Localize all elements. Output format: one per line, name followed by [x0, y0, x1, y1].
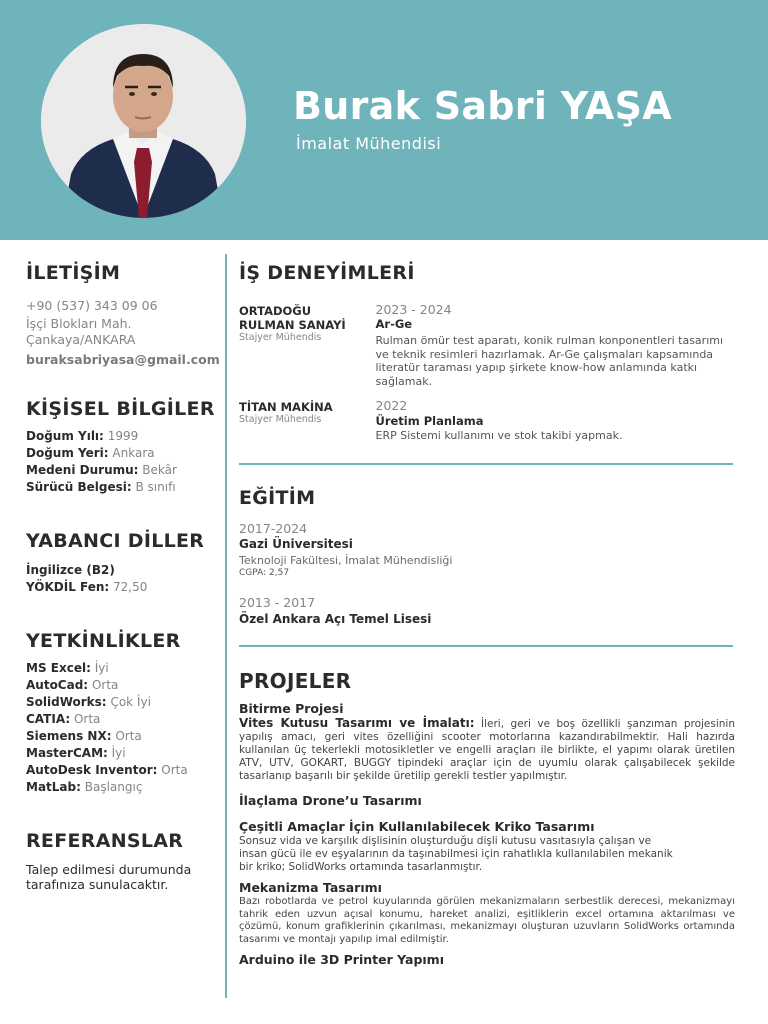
personal-label: Doğum Yılı: [26, 429, 104, 443]
skill-row [26, 762, 218, 779]
profile-photo [41, 24, 246, 218]
skill-label: MasterCAM: [26, 746, 108, 760]
skill-label: SolidWorks: [26, 695, 107, 709]
personal-row [26, 445, 218, 462]
graduation-project-label: Bitirme Projesi [239, 701, 344, 716]
personal-label: Sürücü Belgesi: [26, 480, 132, 494]
gearbox-project-description: İleri, geri ve boş özellikli şanzıman projesinin yapılış amacı, geri vites özelliğini scooter motorlarına kazandırabilmektir. Hali hazırda kullanılan üç tekerlekli motosikletler ve engelli araçları ile birlikte, el yapımı olarak üretilen ATV, UTV, GOKART, BUGGY tipindeki araçlar için de uyumlu olarak çalışabilecek şekilde tasarlanıp başarılı bir şekilde üretilip gerekli testler yapılmıştır. [239, 718, 735, 782]
education-date: 2013 - 2017 [239, 595, 316, 610]
personal-value: Ankara [112, 446, 155, 460]
contact-address-line-2: Çankaya/ANKARA [26, 332, 136, 347]
language-value: 72,50 [113, 580, 148, 594]
skill-label: AutoDesk Inventor: [26, 763, 158, 777]
mechanism-project-description: Bazı robotlarda ve petrol kuyularında görülen mekanizmaların serbestlik derecesi, mekanizmayı tahrik eden uzvun açısal konumu, hareket analizi, eşitliklerin excel ortamına aktarılması ve çözümü, konum grafiklerinin çıkarılması, mekanizmayı oluşturan uzuvların SolidWorks ortamında tasarımı ve montajı yapılıp imal edilmiştir. [239, 896, 735, 945]
education-date: 2017-2024 [239, 520, 308, 536]
gearbox-project-title: Vites Kutusu Tasarımı ve İmalatı: [239, 716, 475, 730]
skill-row [26, 677, 218, 694]
education-department: Teknoloji Fakültesi, İmalat Mühendisliği [239, 553, 453, 567]
skill-row [26, 660, 218, 677]
experience-position: Stajyer Mühendis [239, 332, 322, 343]
column-divider [225, 254, 227, 998]
header-banner [0, 0, 768, 240]
personal-section [26, 398, 218, 496]
references-heading: REFERANSLAR [26, 830, 184, 852]
skill-value: Başlangıç [84, 780, 143, 794]
experience-heading: İŞ DENEYİMLERİ [239, 262, 415, 284]
contact-email[interactable]: buraksabriyasa@gmail.com [26, 352, 220, 367]
jack-project-line-1: Sonsuz vida ve karşılık dişlisinin oluşturduğu dişli kutusu vasıtasıyla çalışan ve [239, 835, 652, 847]
experience-company-line-1: ORTADOĞU [239, 304, 312, 318]
experience-section [239, 262, 735, 443]
profile-photo-illustration [41, 24, 246, 218]
experience-company-line-1: TİTAN MAKİNA [239, 400, 333, 414]
printer-project-title: Arduino ile 3D Printer Yapımı [239, 952, 444, 967]
experience-role: Üretim Planlama [375, 414, 484, 428]
education-heading: EĞİTİM [239, 486, 316, 509]
projects-heading: PROJELER [239, 669, 352, 693]
skill-label: Siemens NX: [26, 729, 112, 743]
skill-row [26, 728, 218, 745]
experience-role: Ar-Ge [375, 317, 413, 331]
personal-row [26, 462, 218, 479]
skill-row [26, 694, 218, 711]
personal-label: Doğum Yeri: [26, 446, 109, 460]
personal-row [26, 428, 218, 445]
skill-value: Çok İyi [110, 695, 151, 709]
language-row [26, 579, 218, 596]
languages-section [26, 530, 218, 596]
drone-project-title: İlaçlama Drone’u Tasarımı [239, 793, 422, 808]
skill-row [26, 745, 218, 762]
experience-item [239, 302, 735, 388]
references-section [26, 830, 218, 892]
personal-heading: KİŞİSEL BİLGİLER [26, 398, 215, 420]
skills-section [26, 630, 218, 796]
skill-label: MatLab: [26, 780, 81, 794]
personal-value: B sınıfı [135, 480, 176, 494]
language-row [26, 562, 218, 579]
mechanism-project-title: Mekanizma Tasarımı [239, 880, 382, 895]
experience-position: Stajyer Mühendis [239, 414, 322, 425]
language-label: YÖKDİL Fen: [26, 580, 110, 594]
contact-phone: +90 (537) 343 09 06 [26, 298, 158, 313]
skill-label: AutoCad: [26, 678, 89, 692]
experience-company-line-2: RULMAN SANAYİ [239, 318, 346, 332]
skill-row [26, 711, 218, 728]
education-section [239, 487, 735, 628]
experience-description: ERP Sistemi kullanımı ve stok takibi yapmak. [375, 429, 623, 442]
jack-project-title: Çeşitli Amaçlar İçin Kullanılabilecek Kriko Tasarımı [239, 819, 595, 834]
languages-heading: YABANCI DİLLER [26, 530, 205, 552]
skill-label: CATIA: [26, 712, 71, 726]
references-line-2: tarafınıza sunulacaktır. [26, 877, 169, 892]
personal-value: 1999 [107, 429, 139, 443]
skill-value: İyi [111, 746, 126, 760]
experience-item [239, 398, 735, 443]
references-line-1: Talep edilmesi durumunda [26, 862, 192, 877]
experience-date: 2022 [375, 398, 408, 413]
personal-value: Bekâr [142, 463, 177, 477]
personal-row [26, 479, 218, 496]
contact-heading: İLETİŞİM [26, 262, 121, 284]
language-label: İngilizce (B2) [26, 563, 115, 577]
left-column [26, 262, 218, 892]
job-title: İmalat Mühendisi [296, 134, 442, 153]
skill-value: Orta [115, 729, 142, 743]
education-school: Özel Ankara Açı Temel Lisesi [239, 612, 432, 626]
skill-value: Orta [91, 678, 119, 692]
skill-label: MS Excel: [26, 661, 91, 675]
skills-heading: YETKİNLİKLER [26, 630, 181, 652]
education-school: Gazi Üniversitesi [239, 536, 353, 551]
contact-section [26, 262, 218, 368]
skill-value: Orta [73, 712, 101, 726]
education-gpa: CGPA: 2,57 [239, 568, 290, 578]
skill-value: İyi [94, 661, 109, 675]
full-name: Burak Sabri YAŞA [293, 84, 672, 128]
right-column [239, 262, 735, 968]
jack-project-line-3: bir kriko; SolidWorks ortamında tasarlanmıştır. [239, 861, 483, 873]
projects-section [239, 669, 735, 968]
skill-row [26, 779, 218, 796]
skill-value: Orta [161, 763, 188, 777]
personal-label: Medeni Durumu: [26, 463, 139, 477]
gearbox-project [239, 717, 735, 783]
experience-date: 2023 - 2024 [375, 302, 452, 317]
jack-project-line-2: insan gücü ile ev eşyalarının da taşınabilmesi için rahatlıkla kullanılabilen mekanik [239, 848, 673, 860]
contact-address-line-1: İşçi Blokları Mah. [26, 316, 132, 331]
experience-description: Rulman ömür test aparatı, konik rulman konponentleri tasarımı ve teknik resimleri hazırlamak. Ar-Ge çalışmaları kapsamında literatür taraması yapıp şirkete know-how anlamında katkı sağlamak. [375, 334, 724, 388]
